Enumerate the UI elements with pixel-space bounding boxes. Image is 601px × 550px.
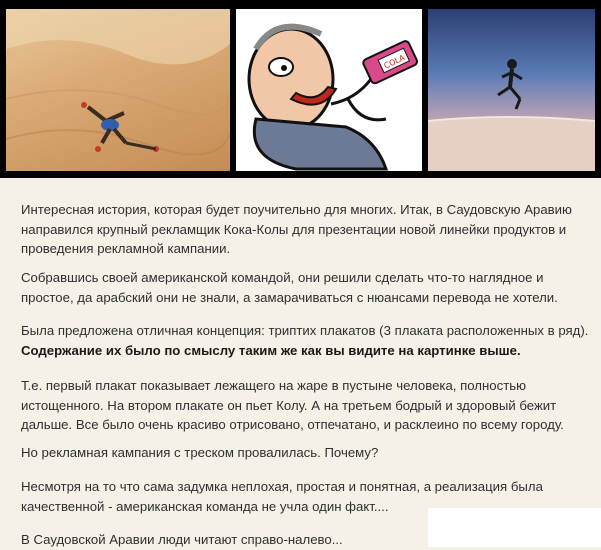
- paragraph-intro: Интересная история, которая будет поучительно для многих. Итак, в Саудовскую Аравию направился крупный рекламщик Кока-Колы для презентации новой линейки продуктов и проведения рекламной кампании.: [21, 202, 572, 256]
- paragraph-team: Собравшись своей американской командой, они решили сделать что-то наглядное и простое, да арабский они не знали, а замарачиваться с нюансами перевода не хотели.: [21, 270, 558, 305]
- man-drinking-cola-cartoon: [236, 9, 422, 171]
- concept-text: Была предложена отличная концепция: триптих плакатов (3 плаката расположенных в ряд).: [21, 323, 589, 338]
- paragraph-reason: Несмотря на то что сама задумка неплохая, простая и понятная, а реализация была качественной - американская команда не учла один факт....: [21, 479, 543, 514]
- paragraph-failure: Но рекламная кампания с треском провалилась. Почему?: [21, 445, 379, 460]
- paragraph-posters: Т.е. первый плакат показывает лежащего на жаре в пустыне человека, полностью истощенного. На втором плакате он пьет Колу. А на третьем бодрый и здоровый бежит дальше. Все было очень красиво отрисовано, отпечатано, и расклеино по всему городу.: [21, 378, 564, 432]
- triptych-poster: [0, 0, 601, 178]
- paragraph-punchline: В Саудовской Аравии люди читают справо-налево...: [21, 532, 343, 547]
- desert-figure-lying-image: [6, 9, 230, 171]
- can-label: COLA: [382, 53, 407, 71]
- runner-silhouette-image: [428, 9, 595, 171]
- paragraph-concept: [21, 321, 591, 360]
- concept-bold-text: Содержание их было по смыслу таким же как вы видите на картинке выше.: [21, 342, 521, 358]
